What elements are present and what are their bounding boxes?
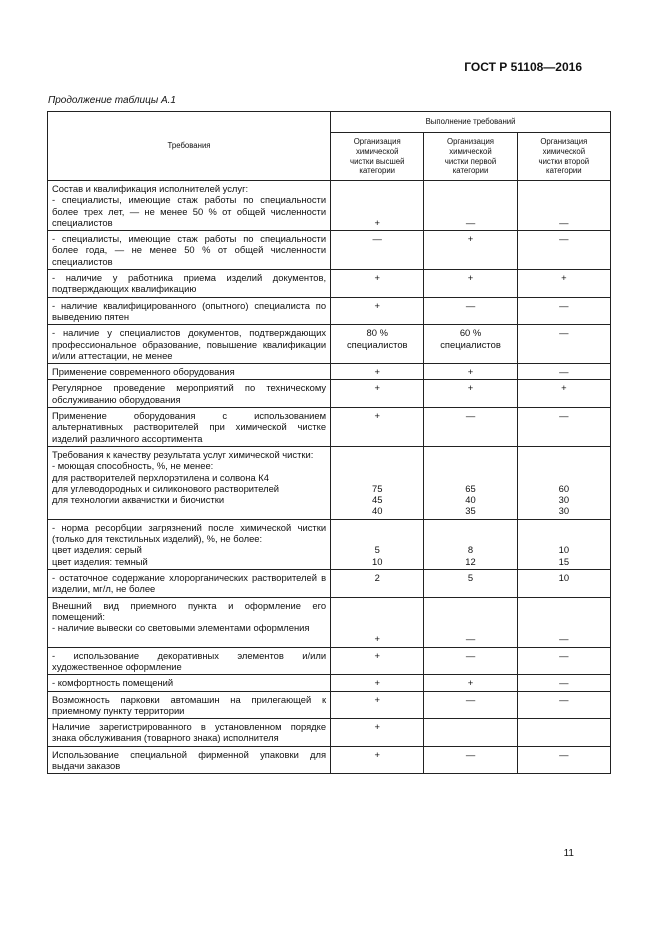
requirement-cell (48, 569, 331, 597)
value-cell (424, 675, 517, 691)
value-cell (517, 297, 610, 325)
value-text: — (465, 693, 476, 705)
table-row (48, 270, 611, 298)
value-text (522, 194, 606, 205)
value-text: 35 (465, 505, 476, 517)
value-text: 45 (372, 494, 383, 506)
table-row (48, 446, 611, 519)
value-cell (331, 691, 424, 719)
value-text: — (465, 649, 476, 661)
value-text (522, 522, 606, 533)
value-text: — (465, 633, 476, 645)
column-header-line: категории (546, 166, 582, 176)
value-cell (517, 647, 610, 675)
requirement-text: цвет изделия: серый (52, 544, 142, 556)
requirement-cell (48, 364, 331, 380)
value-cell (517, 181, 610, 231)
value-text (428, 522, 512, 533)
value-text: + (374, 410, 380, 422)
value-cell (331, 380, 424, 408)
value-text (522, 533, 606, 544)
value-text (522, 472, 606, 483)
value-text: 15 (558, 555, 570, 567)
value-text: + (374, 677, 380, 689)
value-text: — (559, 299, 569, 311)
value-text: — (372, 233, 382, 245)
requirement-text: Возможность парковки автомашин на прилегающей к приемному пункту территории (52, 693, 327, 716)
requirement-text: цвет изделия: темный (52, 555, 148, 567)
requirement-text: Внешний вид приемного пункта и оформление его помещений: (52, 599, 327, 622)
value-text: — (465, 299, 476, 311)
requirement-text: Состав и квалификация исполнителей услуг: (52, 183, 249, 194)
value-text: 75 (372, 482, 383, 494)
requirement-text: - остаточное содержание хлорорганических растворителей в изделии, мг/л, не более (52, 571, 327, 595)
requirement-text: Регулярное проведение мероприятий по техническому обслуживанию оборудования (52, 382, 327, 405)
value-text (335, 600, 419, 611)
requirement-text: - наличие у работника приема изделий документов, подтверждающих квалификацию (52, 272, 327, 295)
requirement-cell (48, 691, 331, 719)
value-cell (331, 719, 424, 747)
value-text (522, 449, 606, 460)
value-text: — (559, 649, 569, 661)
value-text (428, 194, 512, 205)
requirement-text: - использование декоративных элементов и/или художественное оформление (52, 649, 327, 672)
value-text: + (374, 748, 380, 760)
requirement-text: Наличие зарегистрированного в установленном порядке знака обслуживания (товарного знака) исполнителя (52, 721, 327, 744)
table-row (48, 719, 611, 747)
value-cell (424, 297, 517, 325)
value-text (335, 183, 419, 194)
value-text: + (467, 677, 474, 689)
value-text (428, 533, 512, 544)
value-cell (424, 364, 517, 380)
value-cell (517, 691, 610, 719)
value-cell (331, 746, 424, 774)
value-text: + (374, 693, 380, 705)
value-text (428, 622, 512, 633)
value-cell (424, 569, 517, 597)
requirement-cell (48, 446, 331, 519)
value-text: + (374, 649, 380, 661)
value-text (522, 622, 606, 633)
value-text: 40 (465, 494, 476, 506)
requirement-text: - специалисты, имеющие стаж работы по специальности более года, — не менее 50 % от общей численности специалистов (52, 233, 327, 267)
value-text (335, 472, 419, 483)
value-text: 10 (558, 571, 570, 583)
requirement-text: - наличие вывески со световыми элементами оформления (52, 622, 310, 634)
value-text: + (374, 299, 380, 311)
value-text (428, 611, 512, 622)
value-cell (517, 675, 610, 691)
value-cell (424, 231, 517, 270)
value-text: — (559, 677, 569, 689)
value-text: — (559, 327, 569, 339)
table-header (48, 112, 611, 181)
requirement-cell (48, 675, 331, 691)
requirement-cell (48, 297, 331, 325)
value-text: — (465, 410, 476, 422)
requirement-text: - специалисты, имеющие стаж работы по специальности более трех лет, — не менее 50 % от общей численности специалистов (52, 194, 327, 228)
value-cell (517, 746, 610, 774)
value-cell (331, 270, 424, 298)
value-text: + (374, 633, 380, 645)
column-header-line: химической (355, 146, 399, 156)
value-cell (517, 569, 610, 597)
column-header-line: чистки второй (538, 156, 590, 166)
value-text (428, 472, 512, 483)
value-text: 8 (467, 544, 474, 556)
value-text (428, 183, 512, 194)
value-text: — (559, 693, 569, 705)
requirement-text: для технологии аквачистки и биочистки (52, 494, 225, 506)
requirement-cell (48, 181, 331, 231)
requirement-cell (48, 270, 331, 298)
table-row (48, 231, 611, 270)
value-text (335, 533, 419, 544)
value-text: — (559, 410, 569, 422)
value-text (335, 460, 419, 471)
column-header (331, 133, 424, 181)
table-row (48, 380, 611, 408)
value-text: специалистов (346, 338, 408, 350)
value-text (335, 611, 419, 622)
value-text: 12 (465, 555, 476, 567)
value-cell (424, 746, 517, 774)
value-text: + (374, 382, 380, 394)
table-row (48, 364, 611, 380)
value-text (335, 449, 419, 460)
requirement-cell (48, 231, 331, 270)
column-header-line: Организация (353, 137, 401, 147)
requirement-cell (48, 325, 331, 364)
value-cell (517, 597, 610, 647)
column-header-line: категории (452, 166, 489, 176)
value-text: 10 (372, 555, 383, 567)
value-cell (331, 597, 424, 647)
requirement-text: Требования к качеству результата услуг химической чистки: (52, 448, 314, 460)
value-text: + (467, 382, 474, 394)
value-text: 40 (372, 505, 383, 517)
value-text: 80 % (366, 327, 388, 339)
value-text (522, 721, 606, 732)
table-row (48, 408, 611, 447)
value-text: 60 % (459, 327, 482, 339)
value-text: 30 (558, 505, 570, 517)
value-text: — (559, 233, 569, 245)
value-cell (424, 446, 517, 519)
value-cell (517, 719, 610, 747)
value-text: 10 (558, 544, 570, 556)
requirement-text: Применение оборудования с использованием альтернативных растворителей при химической чистке изделий различного ассортимента (52, 410, 327, 444)
requirement-text: Применение современного оборудования (52, 366, 235, 378)
value-text: + (467, 272, 474, 284)
column-header-line: Организация (447, 137, 495, 147)
value-text: 5 (467, 571, 474, 583)
value-cell (517, 408, 610, 447)
requirement-text: - комфортность помещений (52, 677, 174, 689)
value-text: 2 (374, 571, 380, 583)
requirement-cell (48, 647, 331, 675)
value-text (428, 721, 512, 732)
table-row (48, 297, 611, 325)
value-cell (331, 181, 424, 231)
value-text: + (374, 216, 380, 228)
page-number: 11 (563, 848, 574, 859)
requirement-cell (48, 746, 331, 774)
value-text (335, 522, 419, 533)
value-text: + (467, 366, 474, 378)
value-text: + (374, 272, 380, 284)
value-text: — (465, 216, 476, 228)
value-text: 60 (558, 482, 570, 494)
table-row (48, 746, 611, 774)
value-cell (424, 691, 517, 719)
value-text: специалистов (440, 338, 501, 350)
value-cell (424, 519, 517, 569)
value-text: + (561, 382, 567, 394)
requirement-cell (48, 719, 331, 747)
table-row (48, 675, 611, 691)
value-cell (331, 446, 424, 519)
requirement-text: - моющая способность, %, не менее: (52, 460, 214, 472)
requirements-table (47, 111, 611, 774)
value-text: — (559, 748, 569, 760)
value-text: + (561, 272, 567, 284)
column-header-line: химической (449, 146, 492, 156)
column-header (424, 133, 517, 181)
value-cell (424, 597, 517, 647)
value-text: + (374, 366, 380, 378)
fulfillment-group-header: Выполнение требований (331, 112, 611, 133)
table-row (48, 569, 611, 597)
column-header (517, 133, 610, 181)
value-cell (331, 325, 424, 364)
table-row (48, 325, 611, 364)
value-text (335, 194, 419, 205)
requirement-cell (48, 597, 331, 647)
value-cell (331, 569, 424, 597)
value-cell (424, 408, 517, 447)
requirement-text: для растворителей перхлорэтилена и солвона К4 (52, 471, 269, 483)
value-cell (517, 325, 610, 364)
value-text: 65 (465, 482, 476, 494)
value-text: — (465, 748, 476, 760)
value-cell (517, 270, 610, 298)
value-cell (424, 647, 517, 675)
requirement-cell (48, 380, 331, 408)
column-header-line: категории (359, 166, 396, 176)
value-text: 5 (374, 544, 380, 556)
value-text (522, 460, 606, 471)
value-cell (331, 408, 424, 447)
table-body (48, 181, 611, 774)
value-text (522, 600, 606, 611)
value-cell (331, 231, 424, 270)
table-row (48, 691, 611, 719)
value-text (522, 611, 606, 622)
value-cell (424, 181, 517, 231)
value-text (428, 449, 512, 460)
requirement-cell (48, 519, 331, 569)
value-text: + (467, 233, 474, 245)
value-cell (331, 297, 424, 325)
value-cell (424, 270, 517, 298)
value-text (335, 206, 419, 217)
requirement-text: - наличие у специалистов документов, подтверждающих профессиональное образование, повышение квалификации и/или аттестации, не менее (52, 327, 327, 361)
table-row (48, 519, 611, 569)
value-cell (424, 719, 517, 747)
value-text: 30 (558, 494, 570, 506)
column-header-line: чистки первой (444, 156, 497, 166)
requirement-text: - наличие квалифицированного (опытного) специалиста по выведению пятен (52, 299, 327, 322)
value-text (522, 206, 606, 217)
value-cell (331, 519, 424, 569)
table-row (48, 647, 611, 675)
requirement-text: для углеводородных и силиконового растворителей (52, 482, 280, 494)
requirement-cell (48, 408, 331, 447)
document-code: ГОСТ Р 51108—2016 (464, 60, 582, 74)
requirement-text: - норма ресорбции загрязнений после химической чистки (только для текстильных изделий), %, не более: (52, 521, 327, 545)
column-header-line: чистки высшей (350, 156, 405, 166)
requirements-column-header: Требования (48, 112, 331, 181)
value-text: — (559, 216, 569, 228)
requirement-text: Использование специальной фирменной упаковки для выдачи заказов (52, 748, 327, 772)
value-text (522, 183, 606, 194)
value-cell (517, 364, 610, 380)
value-text (335, 622, 419, 633)
value-text: — (559, 633, 569, 645)
column-header-line: Организация (540, 137, 588, 147)
table-row (48, 181, 611, 231)
value-text (428, 206, 512, 217)
value-cell (517, 380, 610, 408)
value-text: — (559, 366, 569, 378)
table-caption: Продолжение таблицы А.1 (48, 95, 176, 106)
table-row (48, 597, 611, 647)
value-cell (424, 325, 517, 364)
value-cell (517, 519, 610, 569)
value-cell (424, 380, 517, 408)
value-cell (331, 364, 424, 380)
value-text: + (374, 721, 380, 733)
value-text (428, 460, 512, 471)
value-cell (517, 446, 610, 519)
value-cell (331, 647, 424, 675)
value-text (428, 600, 512, 611)
value-cell (517, 231, 610, 270)
value-cell (331, 675, 424, 691)
column-header-line: химической (542, 146, 586, 156)
